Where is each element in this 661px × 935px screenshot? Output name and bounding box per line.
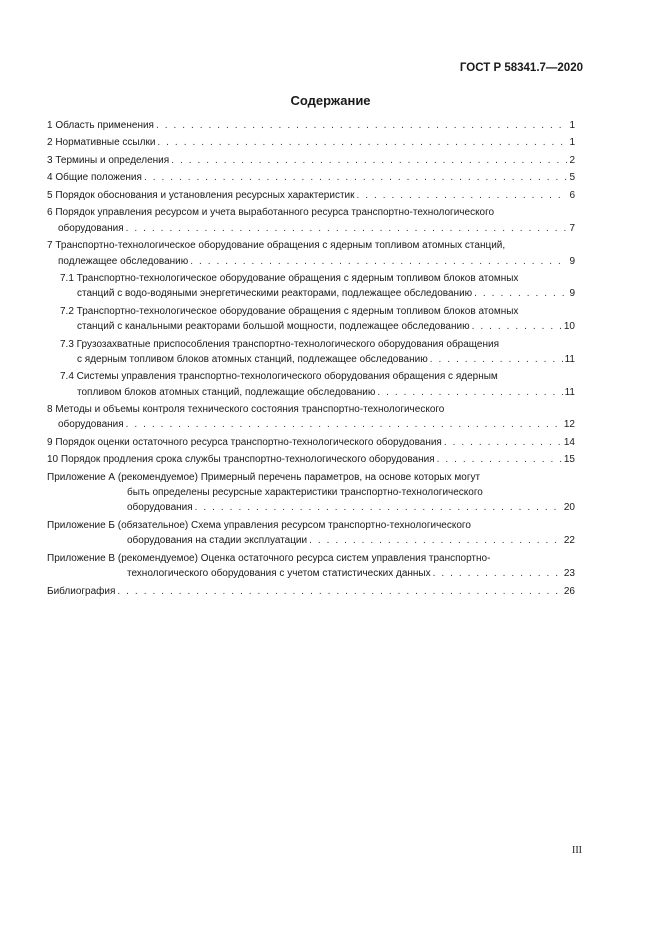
toc-entry-text-cont: оборудования [58,222,124,234]
toc-entry-page: 20 [563,502,575,514]
toc-entry-page: 11 [564,353,575,365]
toc-entry-text: 6 Порядок управления ресурсом и учета выработанного ресурса транспортно-технологического [47,207,495,219]
toc-entry-page: 14 [563,436,575,448]
toc-entry-text-cont: топливом блоков атомных станций, подлежащие обследованию [77,386,376,398]
page-number: III [572,845,582,856]
toc-entry-page: 5 [569,172,575,184]
toc-entry-page: 1 [569,120,575,131]
toc-entry-text: 9 Порядок оценки остаточного ресурса транспортно-технологического оборудования [47,436,442,448]
toc-entry-page: 9 [569,288,575,300]
toc-entry-text-cont: технологического оборудования с учетом статистических данных [127,568,431,580]
toc-entry-page: 1 [569,137,575,149]
toc-appendix-entry[interactable] [47,470,575,516]
toc-entry[interactable] [47,402,575,433]
toc-entry[interactable] [47,452,575,467]
toc-entry-page: 15 [563,454,575,466]
standard-id: ГОСТ Р 58341.7—2020 [459,62,583,74]
toc-entry-text: 7.1 Транспортно-технологическое оборудование обращения с ядерным топливом блоков атомных [60,272,519,284]
toc-entry-text-cont: оборудования на стадии эксплуатации [127,535,308,547]
toc-entry-text: 7.4 Системы управления транспортно-технологического оборудования обращения с ядерным [60,371,498,383]
toc-entry-page: 26 [563,585,575,597]
toc-entry-page: 23 [563,568,575,580]
toc-entry[interactable] [47,584,575,599]
toc-subentry[interactable] [47,369,575,400]
toc-entry-text: 5 Порядок обоснования и установления ресурсных характеристик [47,189,355,201]
leader-dots [144,170,568,185]
toc-entry-text-cont: с ядерным топливом блоков атомных станций, подлежащее обследованию [77,353,428,365]
toc-subentry[interactable] [47,337,575,368]
toc-entry-text: Приложение В (рекомендуемое) Оценка остаточного ресурса систем управления транспортно- [47,552,491,564]
leader-dots [437,452,562,467]
leader-dots [157,135,567,150]
table-of-contents [47,118,575,601]
toc-entry-page: 11 [564,386,575,398]
toc-entry-text-cont: быть определены ресурсные характеристики транспортно-технологического [127,487,483,499]
leader-dots [117,584,561,599]
toc-entry-page: 12 [563,419,575,431]
toc-appendix-entry[interactable] [47,551,575,582]
toc-entry-page: 10 [563,321,575,333]
leader-dots [474,286,567,301]
toc-entry-text-cont: станций с водо-водяными энергетическими реакторами, подлежащее обследованию [77,288,473,300]
leader-dots [472,319,562,334]
toc-appendix-entry[interactable] [47,518,575,549]
leader-dots [444,435,562,450]
toc-title: Содержание [290,93,371,108]
leader-dots [126,221,568,236]
leader-dots [190,254,567,269]
toc-entry-text: 10 Порядок продления срока службы транспортно-технологического оборудования [47,454,435,466]
leader-dots [171,153,567,168]
toc-entry[interactable] [47,118,575,133]
toc-entry-text: Библиография [47,585,116,597]
leader-dots [195,500,562,515]
toc-entry-page: 7 [569,222,575,234]
toc-entry-text-cont: подлежащее обследованию [58,255,189,267]
toc-entry-text: Приложение А (рекомендуемое) Примерный перечень параметров, на основе которых могут [47,471,481,483]
leader-dots [357,188,568,203]
toc-entry-text-cont: оборудования [58,419,124,431]
leader-dots [309,533,562,548]
toc-subentry[interactable] [47,304,575,335]
toc-entry-text: Приложение Б (обязательное) Схема управления ресурсом транспортно-технологического [47,519,471,531]
toc-entry-page: 9 [569,255,575,267]
toc-entry-text: 7 Транспортно-технологическое оборудование обращения с ядерным топливом атомных станций, [47,240,506,252]
toc-entry-page: 2 [569,154,575,166]
toc-entry-text: 7.3 Грузозахватные приспособления транспортно-технологического оборудования обращения [60,338,499,350]
leader-dots [430,352,563,367]
toc-entry[interactable] [47,435,575,450]
leader-dots [126,417,562,432]
toc-entry[interactable] [47,135,575,150]
toc-entry-text-cont: станций с канальными реакторами большой мощности, подлежащее обследованию [77,321,470,333]
toc-entry[interactable] [47,205,575,236]
toc-entry-text: 7.2 Транспортно-технологическое оборудование обращения с ядерным топливом блоков атомных [60,305,519,317]
toc-entry[interactable] [47,153,575,168]
toc-entry-text: 8 Методы и объемы контроля технического состояния транспортно-технологического [47,404,445,416]
toc-entry-text: 3 Термины и определения [47,154,170,166]
toc-subentry[interactable] [47,271,575,302]
toc-entry-page: 22 [563,535,575,547]
leader-dots [156,118,567,133]
leader-dots [377,385,562,400]
toc-entry-text: 2 Нормативные ссылки [47,137,156,149]
toc-entry[interactable] [47,238,575,269]
toc-entry-text: 1 Область применения [47,120,154,131]
leader-dots [433,566,562,581]
toc-entry[interactable] [47,188,575,203]
toc-entry[interactable] [47,170,575,185]
toc-entry-text: 4 Общие положения [47,172,142,184]
toc-entry-page: 6 [569,189,575,201]
toc-entry-text-cont: оборудования [127,502,193,514]
